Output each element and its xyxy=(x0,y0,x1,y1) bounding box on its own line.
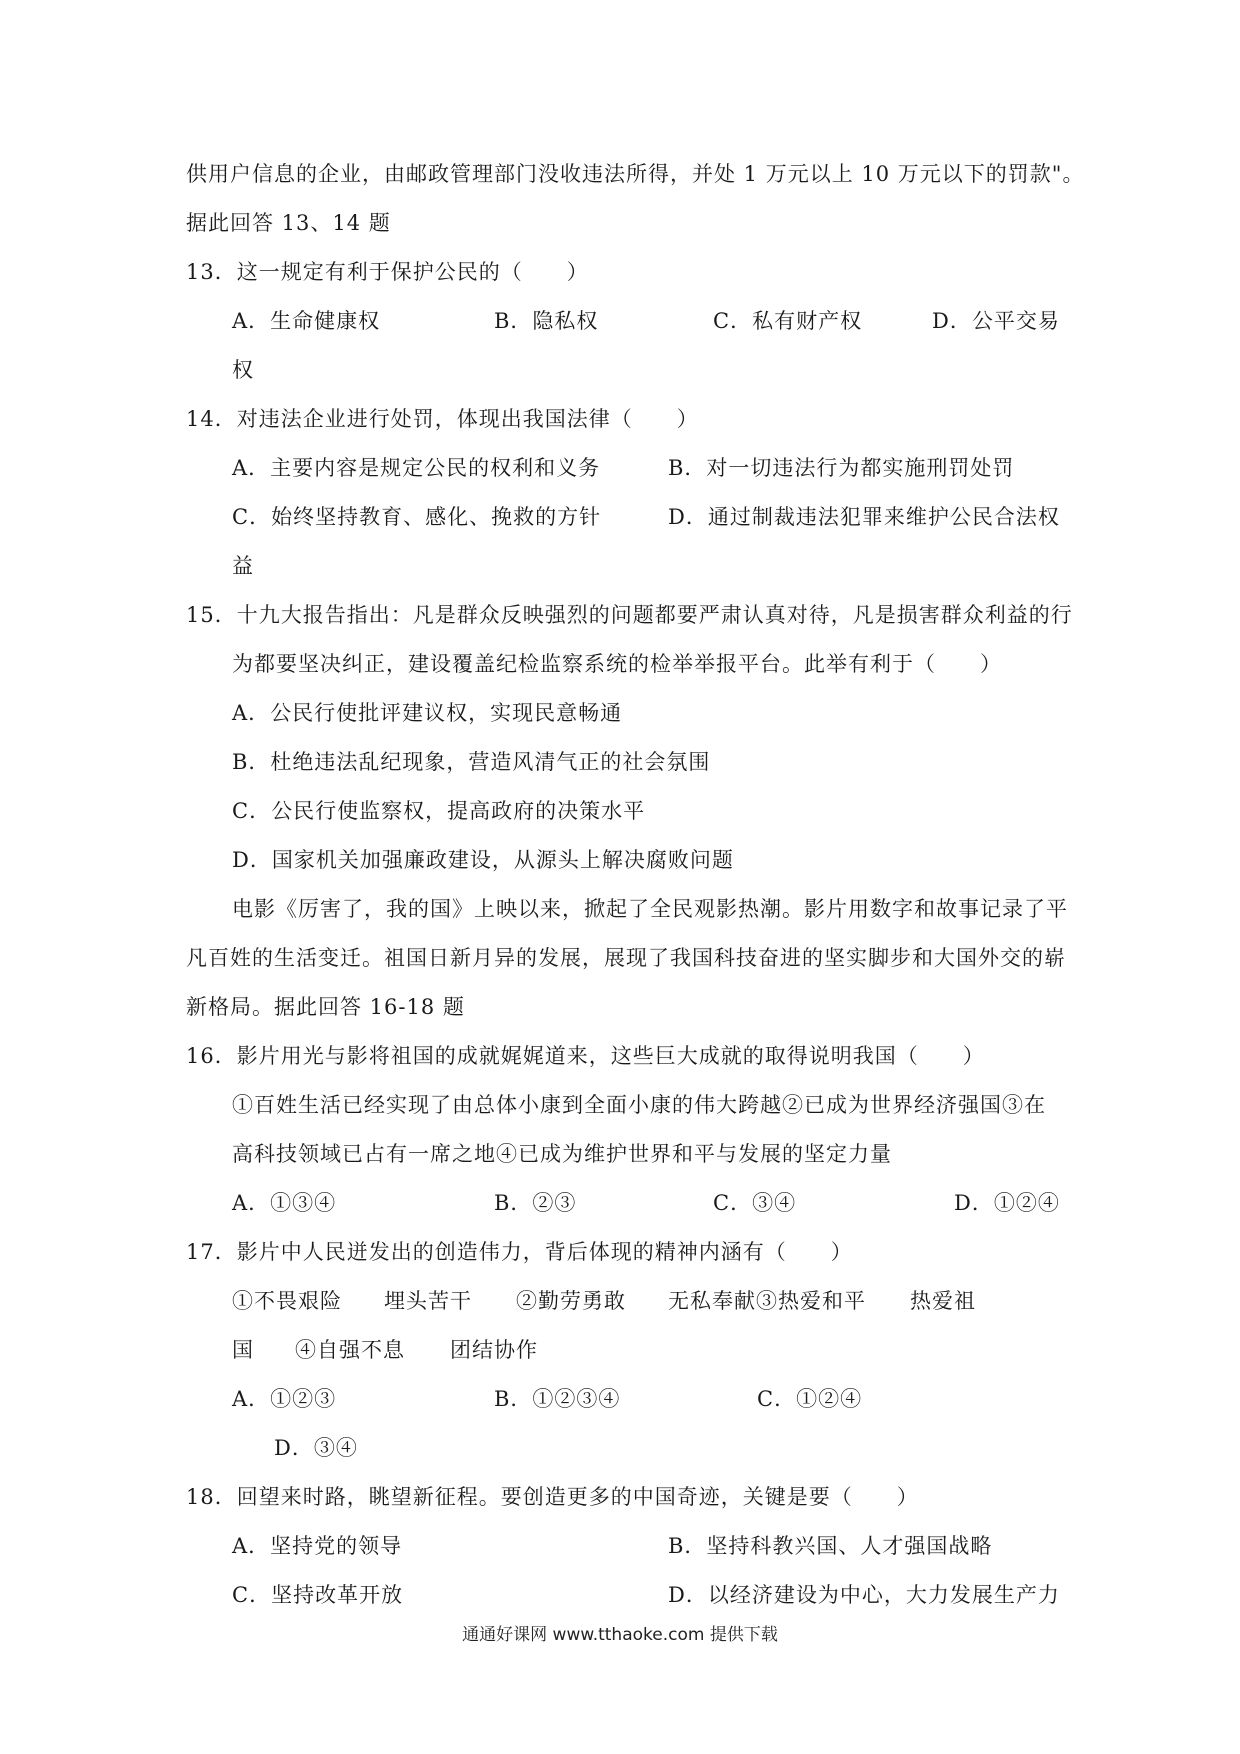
page-footer: 通通好课网 www.tthaoke.com 提供下载 xyxy=(462,1625,778,1645)
q16-statements-line-2: 高科技领域已占有一席之地④已成为维护世界和平与发展的坚定力量 xyxy=(232,1142,892,1166)
q16-option-c: C．③④ xyxy=(713,1191,797,1215)
q18-option-c: C．坚持改革开放 xyxy=(232,1583,404,1607)
q17-statement-1: ①不畏艰险 xyxy=(232,1289,342,1313)
q17-option-c: C．①②④ xyxy=(757,1387,863,1411)
passage-line-1: 电影《厉害了，我的国》上映以来，掀起了全民观影热潮。影片用数字和故事记录了平 xyxy=(232,897,1068,921)
q17-statement-5: 热爱祖 xyxy=(910,1289,976,1313)
q15-option-b: B．杜绝违法乱纪现象，营造风清气正的社会氛围 xyxy=(232,750,711,774)
q15-option-c: C．公民行使监察权，提高政府的决策水平 xyxy=(232,799,646,823)
q18-option-b: B．坚持科教兴国、人才强国战略 xyxy=(668,1534,993,1558)
passage-line-2: 凡百姓的生活变迁。祖国日新月异的发展，展现了我国科技奋进的坚实脚步和大国外交的崭 xyxy=(186,946,1066,970)
q17-option-a: A．①②③ xyxy=(232,1387,337,1411)
q16-option-b: B．②③ xyxy=(494,1191,577,1215)
intro-line-1: 供用户信息的企业，由邮政管理部门没收违法所得，并处 1 万元以上 10 万元以下的罚款"。 xyxy=(186,162,1085,186)
q17-stem: 17．影片中人民迸发出的创造伟力，背后体现的精神内涵有（ ） xyxy=(186,1240,853,1264)
q17-statement-7: ④自强不息 xyxy=(295,1338,405,1362)
q13-option-b: B．隐私权 xyxy=(494,309,599,333)
q18-option-a: A．坚持党的领导 xyxy=(232,1534,403,1558)
q13-option-a: A．生命健康权 xyxy=(232,309,381,333)
q15-option-d: D．国家机关加强廉政建设，从源头上解决腐败问题 xyxy=(232,848,734,872)
q14-stem: 14．对违法企业进行处罚，体现出我国法律（ ） xyxy=(186,407,699,431)
q14-option-b: B．对一切违法行为都实施刑罚处罚 xyxy=(668,456,1015,480)
q13-stem: 13．这一规定有利于保护公民的（ ） xyxy=(186,260,589,284)
q18-stem: 18．回望来时路，眺望新征程。要创造更多的中国奇迹，关键是要（ ） xyxy=(186,1485,919,1509)
q15-option-a: A．公民行使批评建议权，实现民意畅通 xyxy=(232,701,623,725)
q15-stem-line-2: 为都要坚决纠正，建设覆盖纪检监察系统的检举举报平台。此举有利于（ ） xyxy=(232,652,1002,676)
q18-option-d: D．以经济建设为中心，大力发展生产力 xyxy=(668,1583,1060,1607)
passage-line-3: 新格局。据此回答 16-18 题 xyxy=(186,995,465,1019)
q17-statement-3: ②勤劳勇敢 xyxy=(516,1289,626,1313)
q17-statement-8: 团结协作 xyxy=(450,1338,538,1362)
q17-statement-2: 埋头苦干 xyxy=(384,1289,472,1313)
q15-stem-line-1: 15．十九大报告指出：凡是群众反映强烈的问题都要严肃认真对待，凡是损害群众利益的行 xyxy=(186,603,1073,627)
q14-option-a: A．主要内容是规定公民的权利和义务 xyxy=(232,456,601,480)
q16-option-d: D．①②④ xyxy=(954,1191,1060,1215)
q17-statement-4: 无私奉献③热爱和平 xyxy=(668,1289,866,1313)
q14-option-c: C．始终坚持教育、感化、挽救的方针 xyxy=(232,505,602,529)
q17-statement-6: 国 xyxy=(232,1338,254,1362)
q16-stem: 16．影片用光与影将祖国的成就娓娓道来，这些巨大成就的取得说明我国（ ） xyxy=(186,1044,985,1068)
q17-option-b: B．①②③④ xyxy=(494,1387,621,1411)
q14-wrap: 益 xyxy=(232,554,254,578)
q13-option-c: C．私有财产权 xyxy=(713,309,863,333)
q13-wrap: 权 xyxy=(232,358,254,382)
q14-option-d: D．通过制裁违法犯罪来维护公民合法权 xyxy=(668,505,1060,529)
q16-option-a: A．①③④ xyxy=(232,1191,337,1215)
intro-line-2: 据此回答 13、14 题 xyxy=(186,211,391,235)
q16-statements-line-1: ①百姓生活已经实现了由总体小康到全面小康的伟大跨越②已成为世界经济强国③在 xyxy=(232,1093,1046,1117)
q13-option-d: D．公平交易 xyxy=(932,309,1060,333)
q17-option-d: D．③④ xyxy=(274,1436,358,1460)
